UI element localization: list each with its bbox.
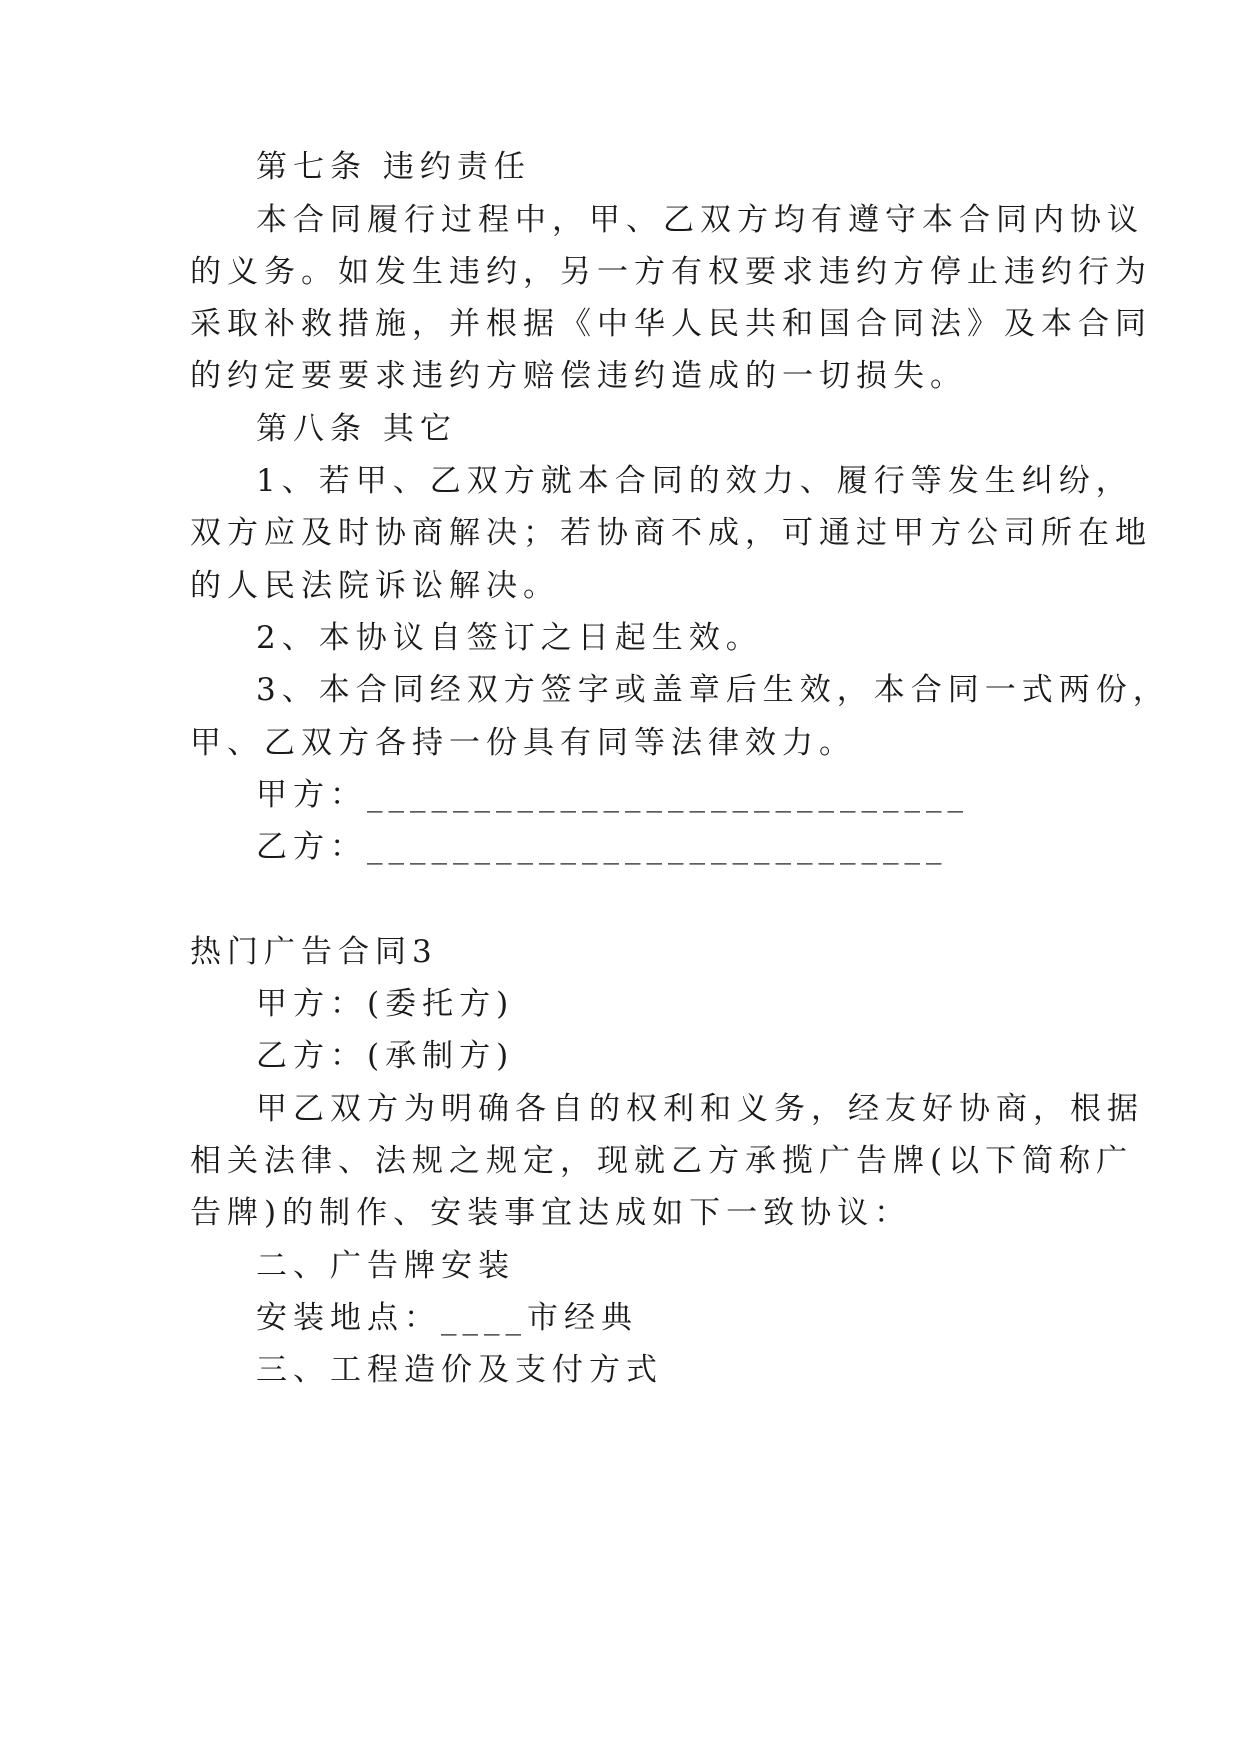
contract-3-party-b: 乙方：(承制方) [256,1038,515,1074]
signature-party-b: 乙方：___________________________ [256,829,948,865]
section-3-heading: 三、工程造价及支付方式 [256,1352,663,1388]
article-7-line-1: 本合同履行过程中，甲、乙双方均有遵守本合同内协议 [256,202,1144,238]
article-7-line-4: 的约定要要求违约方赔偿违约造成的一切损失。 [190,358,967,394]
article-7-heading: 第七条 违约责任 [256,149,531,185]
contract-3-title: 热门广告合同3 [190,934,438,970]
article-8-item-2: 2、本协议自签订之日起生效。 [256,620,763,656]
article-7-line-3: 采取补救措施，并根据《中华人民共和国合同法》及本合同 [190,306,1152,342]
article-8-item-3-line-2: 甲、乙双方各持一份具有同等法律效力。 [190,725,856,761]
contract-3-intro-line-1: 甲乙双方为明确各自的权利和义务，经友好协商，根据 [256,1091,1144,1127]
article-8-item-1-line-3: 的人民法院诉讼解决。 [190,568,560,604]
article-8-item-1-line-2: 双方应及时协商解决；若协商不成，可通过甲方公司所在地 [190,515,1152,551]
article-8-item-1-line-1: 1、若甲、乙双方就本合同的效力、履行等发生纠纷， [256,463,1133,499]
contract-3-party-a: 甲方：(委托方) [256,986,515,1022]
section-2-heading: 二、广告牌安装 [256,1248,515,1284]
article-8-heading: 第八条 其它 [256,411,457,447]
install-location: 安装地点：____市经典 [256,1300,638,1336]
contract-3-intro-line-3: 告牌)的制作、安装事宜达成如下一致协议： [190,1195,912,1231]
contract-3-intro-line-2: 相关法律、法规之规定，现就乙方承揽广告牌(以下简称广 [190,1143,1134,1179]
article-8-item-3-line-1: 3、本合同经双方签字或盖章后生效，本合同一式两份， [256,672,1170,708]
signature-party-a: 甲方：____________________________ [256,777,969,813]
article-7-line-2: 的义务。如发生违约，另一方有权要求违约方停止违约行为 [190,254,1152,290]
